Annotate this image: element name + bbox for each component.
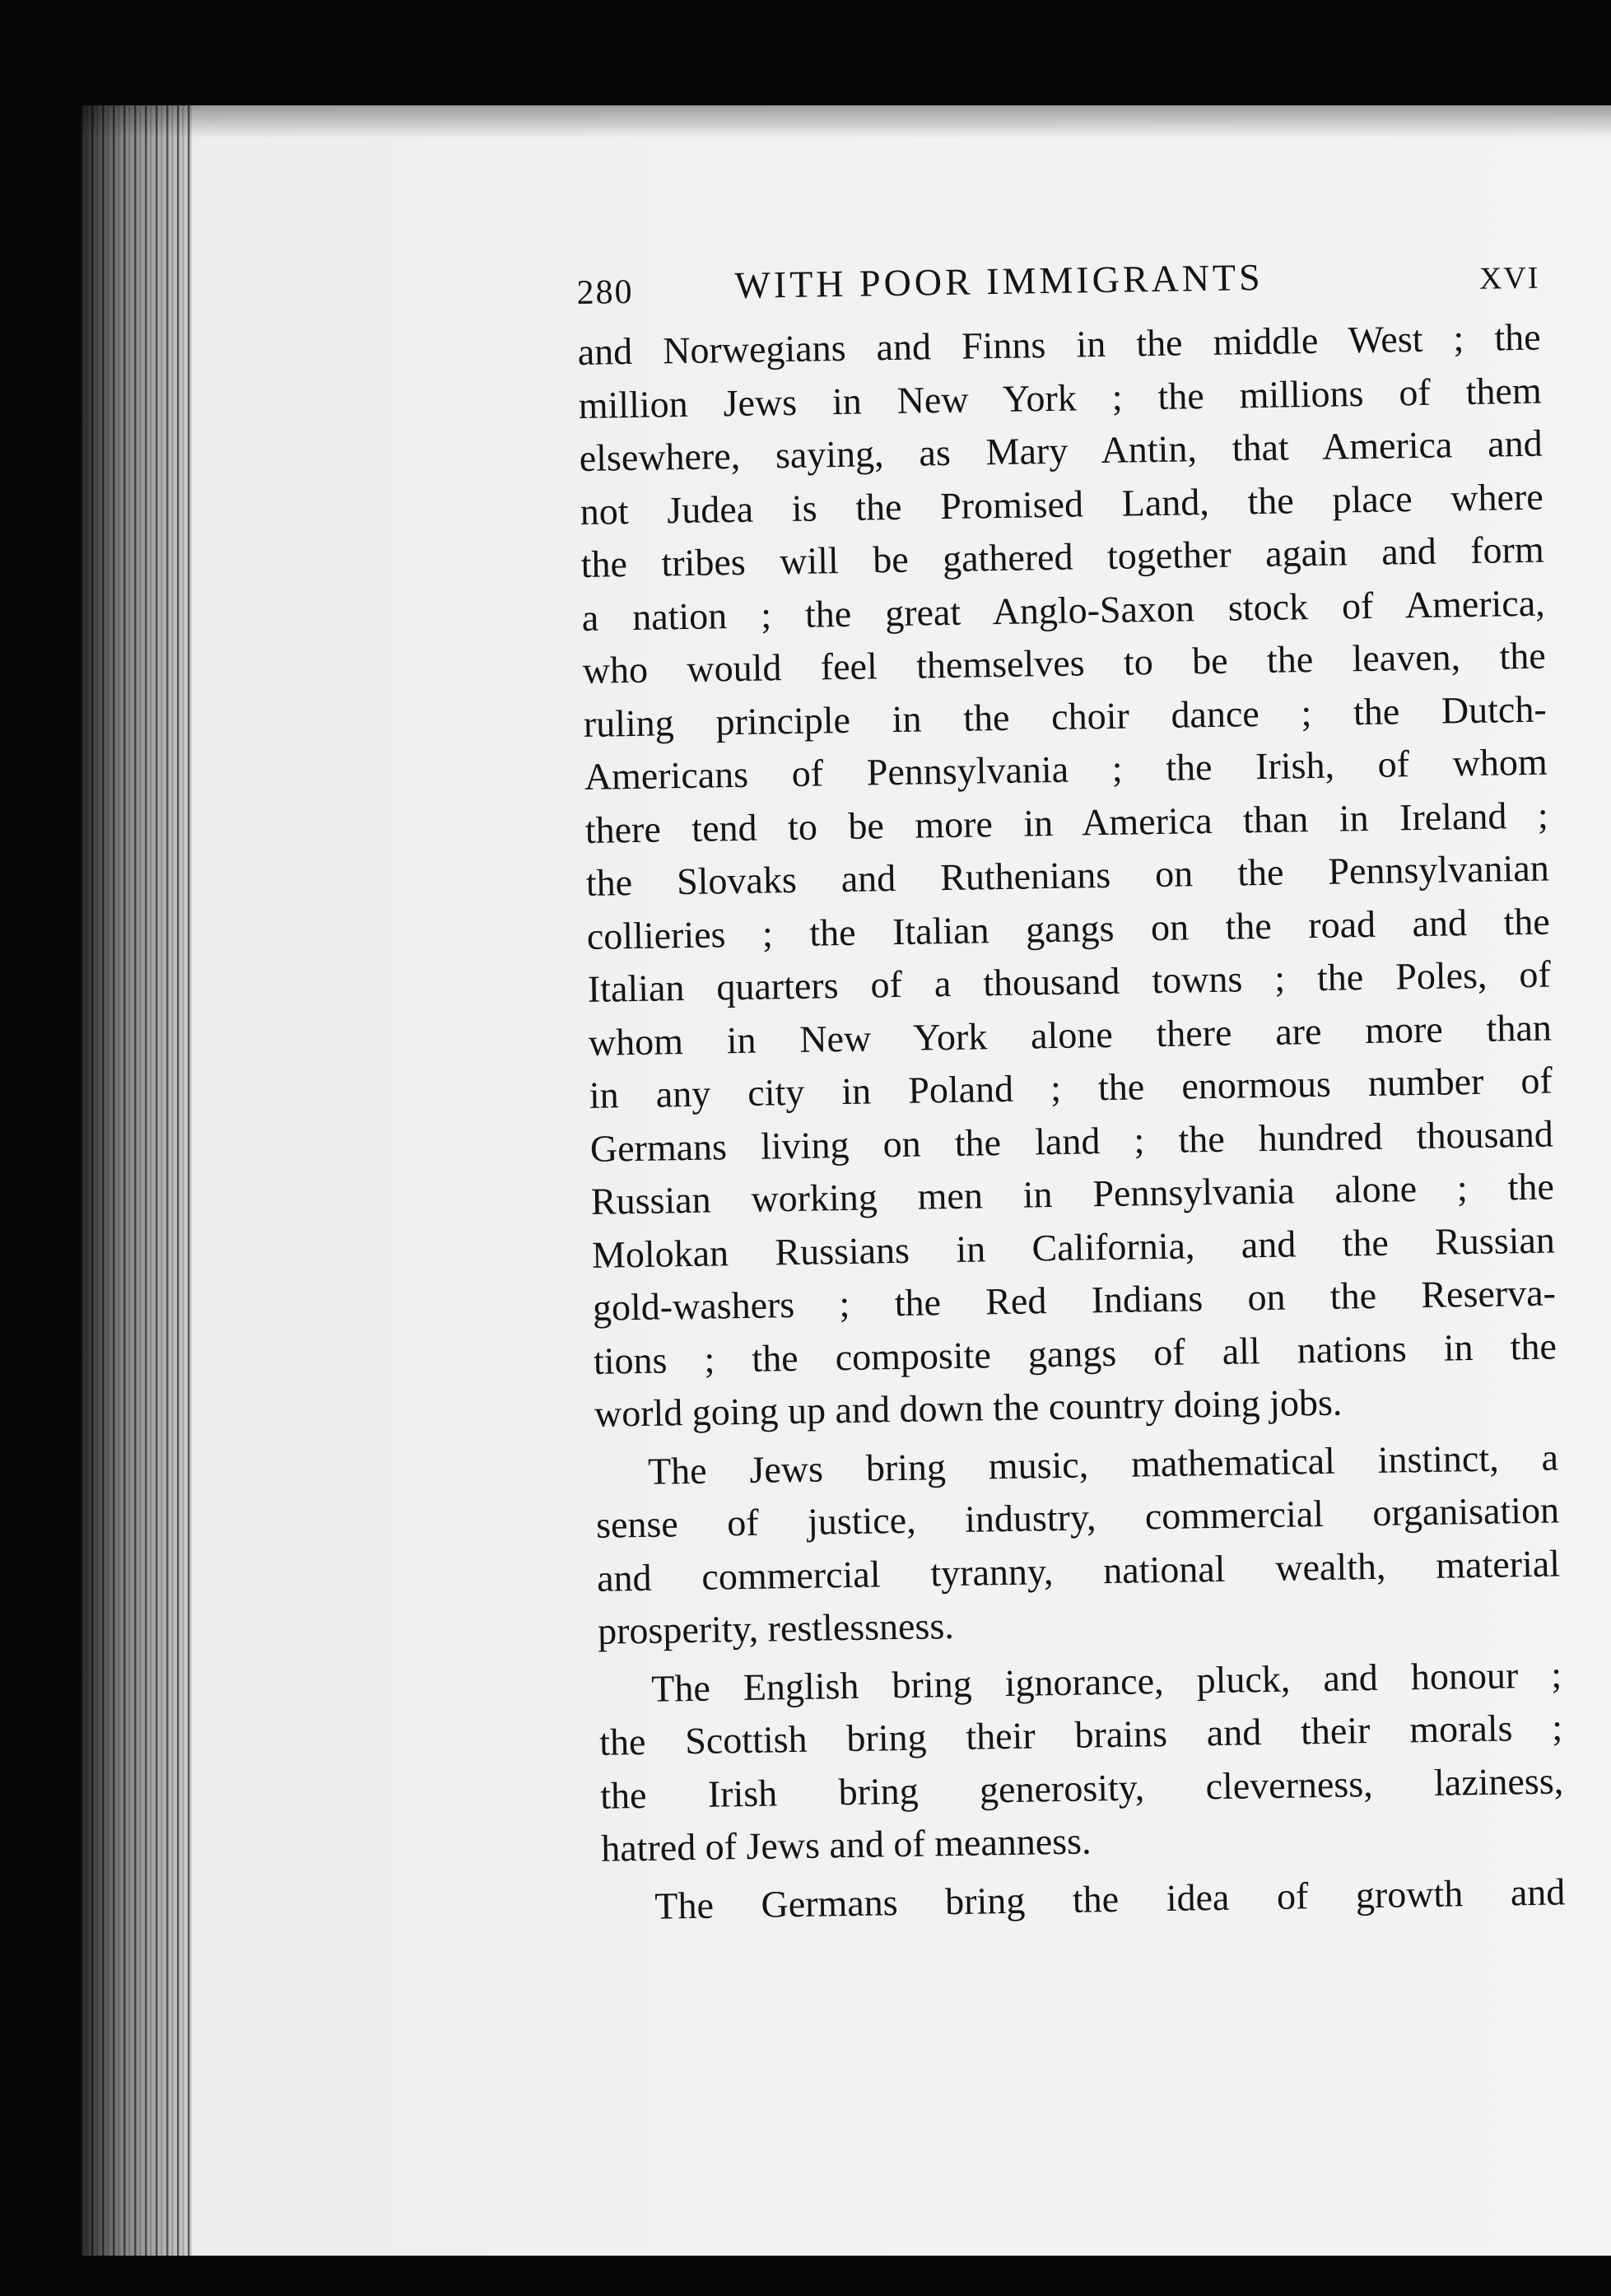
page-number: 280 xyxy=(576,272,634,312)
text-line: ruling principle in the choir dance ; the Dutch- xyxy=(583,687,1548,745)
text-line: The Germans bring the idea of growth and xyxy=(654,1870,1566,1927)
text-line: The English bring ignorance, pluck, and honour ; xyxy=(650,1652,1562,1710)
text-line: whom in New York alone there are more than xyxy=(588,1006,1553,1064)
text-line: tions ; the composite gangs of all nations in the xyxy=(593,1324,1557,1382)
text-line: hatred of Jews and of meanness. xyxy=(600,1819,1092,1870)
text-line: collieries ; the Italian gangs on the road and the xyxy=(586,900,1551,957)
paragraph-2 xyxy=(595,1431,1562,1658)
running-head-title: WITH POOR IMMIGRANTS xyxy=(734,255,1264,306)
page-edges xyxy=(81,105,192,2279)
text-line: sense of justice, industry, commercial organisation xyxy=(595,1488,1560,1546)
text-line: million Jews in New York ; the millions of them xyxy=(578,369,1542,426)
text-line: the Scottish bring their brains and their morals ; xyxy=(598,1706,1563,1763)
text-line: The Jews bring music, mathematical instinct, a xyxy=(647,1435,1559,1493)
text-line: and Norwegians and Finns in the middle West ; the xyxy=(577,315,1541,373)
text-line: Molokan Russians in California, and the Russian xyxy=(591,1218,1556,1276)
text-line: there tend to be more in America than in Ireland ; xyxy=(584,794,1549,851)
bottom-border xyxy=(0,2256,1611,2296)
text-line: a nation ; the great Anglo-Saxon stock of America, xyxy=(581,581,1546,639)
text-line: world going up and down the country doing jobs. xyxy=(594,1381,1343,1435)
text-line: Russian working men in Pennsylvania alone ; the xyxy=(590,1165,1555,1223)
chapter-number: XVI xyxy=(1478,260,1540,296)
text-line: gold-washers ; the Red Indians on the Reserva- xyxy=(592,1271,1557,1329)
text-line: Italian quarters of a thousand towns ; the Poles, of xyxy=(587,952,1552,1010)
paragraph-3 xyxy=(598,1648,1565,1875)
text-line: who would feel themselves to be the leaven, the xyxy=(582,634,1547,692)
text-line: Germans living on the land ; the hundred thousand xyxy=(589,1111,1554,1170)
page-top-shadow xyxy=(81,105,1611,138)
text-line: not Judea is the Promised Land, the place where xyxy=(580,475,1544,533)
paragraph-1 xyxy=(577,311,1557,1441)
text-line: Americans of Pennsylvania ; the Irish, of whom xyxy=(584,740,1548,798)
text-line: the Irish bring generosity, cleverness, laziness, xyxy=(599,1758,1564,1817)
text-line: the Slovaks and Ruthenians on the Pennsylvanian xyxy=(585,846,1550,904)
text-line: elsewhere, saying, as Mary Antin, that America and xyxy=(579,421,1543,479)
text-line: prosperity, restlessness. xyxy=(597,1604,955,1652)
text-line: and commercial tyranny, national wealth, material xyxy=(596,1541,1561,1600)
page-text xyxy=(576,247,1566,1934)
text-line: in any city in Poland ; the enormous number of xyxy=(589,1059,1553,1116)
text-line: the tribes will be gathered together again and form xyxy=(580,528,1545,585)
